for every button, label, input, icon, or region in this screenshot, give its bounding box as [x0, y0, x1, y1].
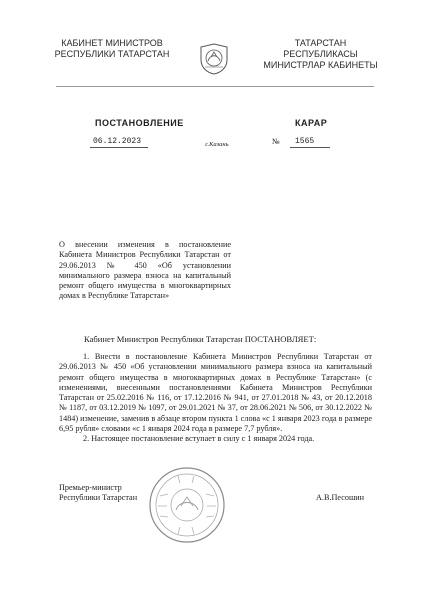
document-date: 06.12.2023: [93, 137, 142, 146]
document-subject: О внесении изменения в постановление Кабинета Министров Республики Татарстан от 29.06.2013 № 450 «Об установлении минимального размера взноса на капитальный ремонт общего имущества в многоквартирных домах в Республике Татарстан»: [59, 240, 231, 301]
paragraph-1: 1. Внести в постановление Кабинета Министров Республики Татарстан от 29.06.2013 № 450 «Об установлении минимального размера взноса на капитальный ремонт общего имущества в многоквартирных домах в Республике Татарстан» (с изменениями, внесенными постановлениями Кабинета Министров Республики Татарстан от 25.02.2016 № 116, от 17.12.2016 № 941, от 27.01.2018 № 43, от 20.12.2018 № 1187, от 03.12.2019 № 1097, от 29.01.2021 № 37, от 28.06.2021 № 506, от 30.12.2022 № 1484) изменение, заменив в абзаце втором пункта 1 слова «с 1 января 2023 года в размере 6,95 рубля» словами «с 1 января 2024 года в размере 7,7 рубля».: [59, 352, 372, 434]
document-number: 1565: [295, 137, 315, 146]
date-underline: [90, 147, 148, 148]
header-left-line1: КАБИНЕТ МИНИСТРОВ: [61, 38, 163, 48]
document-city: г.Казань: [205, 141, 229, 148]
signatory-title: [59, 483, 137, 504]
header-divider: [56, 86, 374, 87]
official-seal-icon: [148, 466, 226, 544]
signatory-name: А.В.Песошин: [316, 493, 365, 502]
header-right-line1: ТАТАРСТАН РЕСПУБЛИКАСЫ: [283, 38, 358, 59]
decree-statement: Кабинет Министров Республики Татарстан ПОСТАНОВЛЯЕТ:: [84, 334, 317, 344]
signatory-title-line2: Республики Татарстан: [59, 493, 138, 503]
document-body: [59, 352, 372, 445]
doc-type-ru: ПОСТАНОВЛЕНИЕ: [95, 118, 184, 128]
header-right: [258, 38, 383, 71]
header-left-line2: РЕСПУБЛИКИ ТАТАРСТАН: [54, 49, 170, 59]
signatory-title-line1: Премьер-министр: [59, 483, 122, 492]
header-left: [52, 38, 172, 60]
number-label: №: [272, 137, 280, 146]
header-right-line2: МИНИСТРЛАР КАБИНЕТЫ: [263, 60, 378, 70]
paragraph-2: 2. Настоящее постановление вступает в силу с 1 января 2024 года.: [83, 434, 315, 444]
number-underline: [290, 147, 330, 148]
doc-type-tt: КАРАР: [295, 118, 328, 128]
coat-of-arms-icon: [199, 43, 229, 75]
